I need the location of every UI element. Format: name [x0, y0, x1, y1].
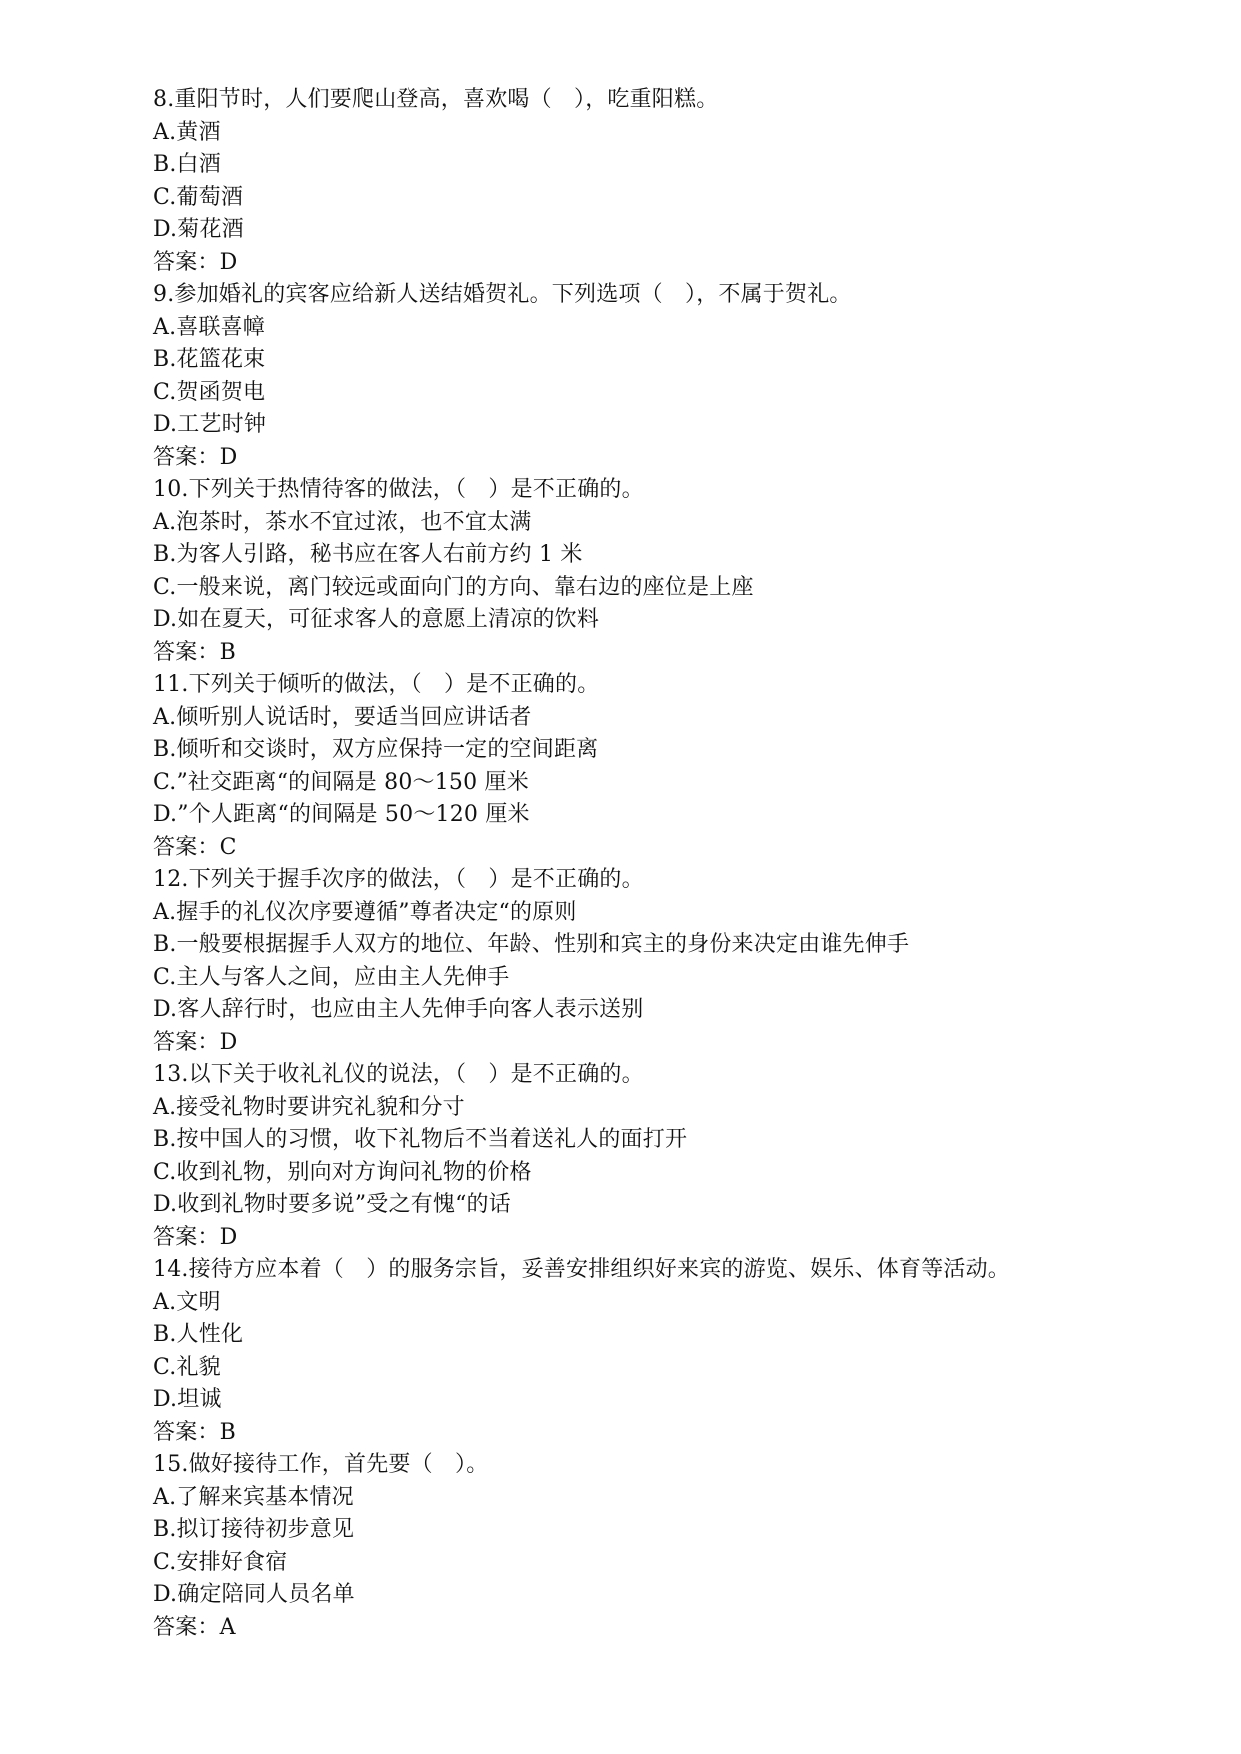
option-a: A.接受礼物时要讲究礼貌和分寸	[153, 1094, 465, 1120]
option-d: D.坦诚	[153, 1387, 222, 1412]
question-block	[153, 1254, 1153, 1449]
answer-line: 答案：B	[153, 1419, 236, 1445]
option-a: A.倾听别人说话时，要适当回应讲话者	[153, 704, 532, 730]
option-d: D.确定陪同人员名单	[153, 1582, 355, 1607]
option-b: B.倾听和交谈时，双方应保持一定的空间距离	[153, 737, 599, 762]
option-d: D.工艺时钟	[153, 412, 267, 437]
option-a: A.黄酒	[153, 119, 221, 145]
answer-line: 答案：D	[153, 1029, 238, 1055]
option-c: C.”社交距离“的间隔是 80～150 厘米	[153, 769, 529, 795]
option-a: A.泡茶时，茶水不宜过浓，也不宜太满	[153, 509, 532, 535]
question-stem: 15.做好接待工作，首先要（ ）。	[153, 1452, 489, 1477]
answer-line: 答案：B	[153, 639, 236, 665]
option-b: B.人性化	[153, 1322, 244, 1347]
question-stem: 14.接待方应本着（ ）的服务宗旨，妥善安排组织好来宾的游览、娱乐、体育等活动。	[153, 1257, 1010, 1282]
option-d: D.如在夏天，可征求客人的意愿上清凉的饮料	[153, 607, 600, 632]
question-block	[153, 1059, 1153, 1254]
option-c: C.主人与客人之间，应由主人先伸手	[153, 964, 510, 990]
option-c: C.收到礼物，别向对方询问礼物的价格	[153, 1159, 532, 1185]
option-d: D.”个人距离“的间隔是 50～120 厘米	[153, 802, 530, 827]
option-b: B.拟订接待初步意见	[153, 1517, 355, 1542]
option-c: C.一般来说，离门较远或面向门的方向、靠右边的座位是上座	[153, 574, 754, 600]
answer-line: 答案：C	[153, 834, 237, 860]
option-d: D.收到礼物时要多说”受之有愧“的话	[153, 1192, 511, 1217]
question-block	[153, 669, 1153, 864]
option-c: C.贺函贺电	[153, 379, 266, 405]
option-b: B.按中国人的习惯，收下礼物后不当着送礼人的面打开	[153, 1127, 688, 1152]
answer-line: 答案：D	[153, 444, 238, 470]
question-stem: 13.以下关于收礼礼仪的说法，（ ）是不正确的。	[153, 1062, 644, 1087]
option-b: B.花篮花束	[153, 347, 266, 372]
option-c: C.礼貌	[153, 1354, 221, 1380]
option-d: D.客人辞行时，也应由主人先伸手向客人表示送别	[153, 997, 644, 1022]
option-a: A.文明	[153, 1289, 221, 1315]
option-b: B.一般要根据握手人双方的地位、年龄、性别和宾主的身份来决定由谁先伸手	[153, 932, 910, 957]
option-c: C.安排好食宿	[153, 1549, 288, 1575]
answer-line: 答案：A	[153, 1614, 236, 1640]
option-a: A.喜联喜幛	[153, 314, 266, 340]
answer-line: 答案：D	[153, 1224, 238, 1250]
question-block	[153, 474, 1153, 669]
option-b: B.白酒	[153, 152, 221, 177]
question-block	[153, 1449, 1153, 1644]
document-page	[153, 84, 1153, 1644]
question-stem: 10.下列关于热情待客的做法，（ ）是不正确的。	[153, 477, 644, 502]
question-block	[153, 279, 1153, 474]
question-stem: 9.参加婚礼的宾客应给新人送结婚贺礼。下列选项（ ），不属于贺礼。	[153, 282, 852, 307]
question-block	[153, 84, 1153, 279]
option-a: A.握手的礼仪次序要遵循”尊者决定“的原则	[153, 899, 577, 925]
option-d: D.菊花酒	[153, 217, 244, 242]
question-block	[153, 864, 1153, 1059]
option-b: B.为客人引路，秘书应在客人右前方约 1 米	[153, 542, 583, 567]
option-a: A.了解来宾基本情况	[153, 1484, 354, 1510]
option-c: C.葡萄酒	[153, 184, 244, 210]
answer-line: 答案：D	[153, 249, 238, 275]
question-stem: 11.下列关于倾听的做法，（ ）是不正确的。	[153, 672, 600, 697]
question-stem: 12.下列关于握手次序的做法，（ ）是不正确的。	[153, 867, 644, 892]
question-stem: 8.重阳节时，人们要爬山登高，喜欢喝（ ），吃重阳糕。	[153, 87, 719, 112]
